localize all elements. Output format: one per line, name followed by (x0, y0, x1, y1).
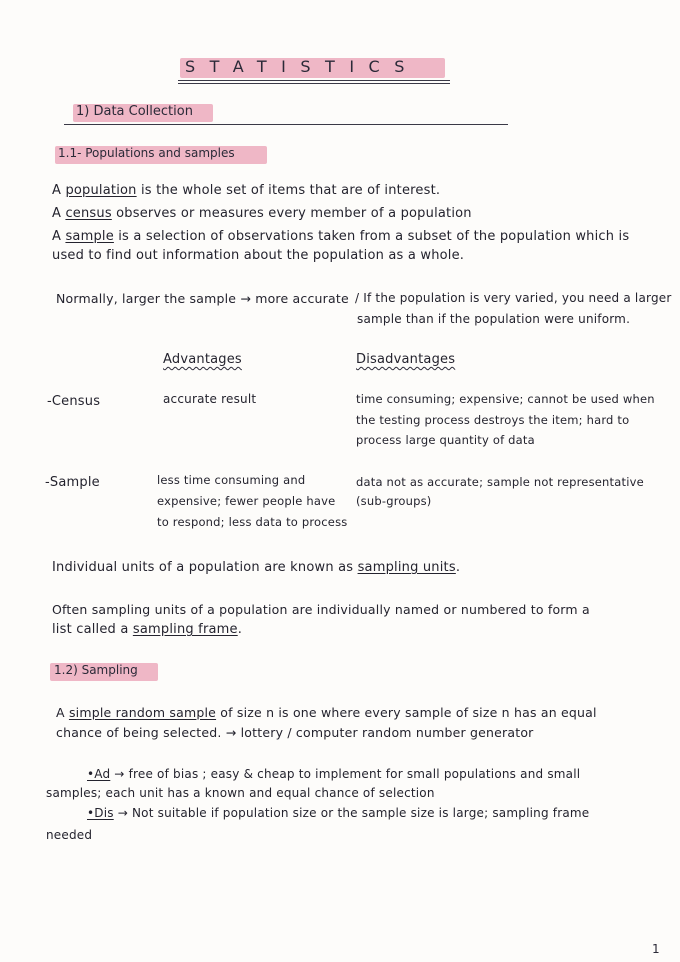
column-advantages: Advantages (163, 352, 242, 367)
definition-population: A population is the whole set of items that are of interest. (52, 183, 441, 198)
sample-advantage: to respond; less data to process (157, 515, 348, 529)
title-underline-2 (178, 83, 450, 84)
sampling-frame-definition: Often sampling units of a population are individually named or numbered to form a (52, 602, 590, 617)
sampling-units-definition: Individual units of a population are known as sampling units. (52, 560, 461, 575)
definition-sample: A sample is a selection of observations taken from a subset of the population which is (52, 229, 630, 244)
section-1-underline (64, 124, 508, 125)
row-label-sample: -Sample (45, 475, 100, 490)
definition-census: A census observes or measures every member of a population (52, 206, 472, 221)
census-disadvantage: time consuming; expensive; cannot be used when (356, 392, 655, 406)
simple-random-sample-definition: A simple random sample of size n is one where every sample of size n has an equal (56, 705, 597, 720)
page-number: 1 (652, 942, 660, 956)
sample-advantage: less time consuming and (157, 473, 306, 487)
definition-sample-cont: used to find out information about the population as a whole. (52, 248, 465, 263)
title-underline (178, 80, 450, 81)
note-variation: / If the population is very varied, you need a larger (355, 291, 672, 305)
sample-advantage: expensive; fewer people have (157, 494, 336, 508)
label-ad: •Ad (87, 767, 111, 781)
census-disadvantage: the testing process destroys the item; hard to (356, 413, 630, 427)
simple-random-sample-cont: chance of being selected. → lottery / computer random number generator (56, 725, 534, 740)
column-disadvantages: Disadvantages (356, 352, 456, 367)
note-variation-cont: sample than if the population were uniform. (357, 312, 631, 326)
label-dis: •Dis (87, 806, 114, 820)
srs-disadvantages-cont: needed (46, 828, 93, 842)
sample-disadvantage: data not as accurate; sample not representative (356, 475, 644, 489)
srs-advantages-cont: samples; each unit has a known and equal chance of selection (46, 786, 435, 800)
subsection-1-1-heading: 1.1- Populations and samples (58, 146, 235, 160)
srs-disadvantages: •Dis → Not suitable if population size or the sample size is large; sampling frame (87, 806, 590, 820)
census-advantage: accurate result (163, 392, 257, 406)
term-census: census (65, 206, 112, 221)
term-sample: sample (65, 229, 114, 244)
sample-disadvantage: (sub-groups) (356, 494, 432, 508)
row-label-census: -Census (47, 394, 101, 409)
term-population: population (65, 183, 137, 198)
srs-advantages: •Ad → free of bias ; easy & cheap to implement for small populations and small (87, 767, 581, 781)
subsection-1-2-heading: 1.2) Sampling (54, 663, 138, 677)
note-sample-size: Normally, larger the sample → more accurate (56, 291, 349, 306)
section-1-heading: 1) Data Collection (76, 104, 193, 119)
sampling-frame-definition-cont: list called a sampling frame. (52, 622, 243, 637)
census-disadvantage: process large quantity of data (356, 433, 535, 447)
term-sampling-units: sampling units (357, 560, 456, 575)
page-title: STATISTICS (185, 57, 419, 76)
term-simple-random-sample: simple random sample (68, 705, 217, 720)
term-sampling-frame: sampling frame (132, 622, 238, 637)
